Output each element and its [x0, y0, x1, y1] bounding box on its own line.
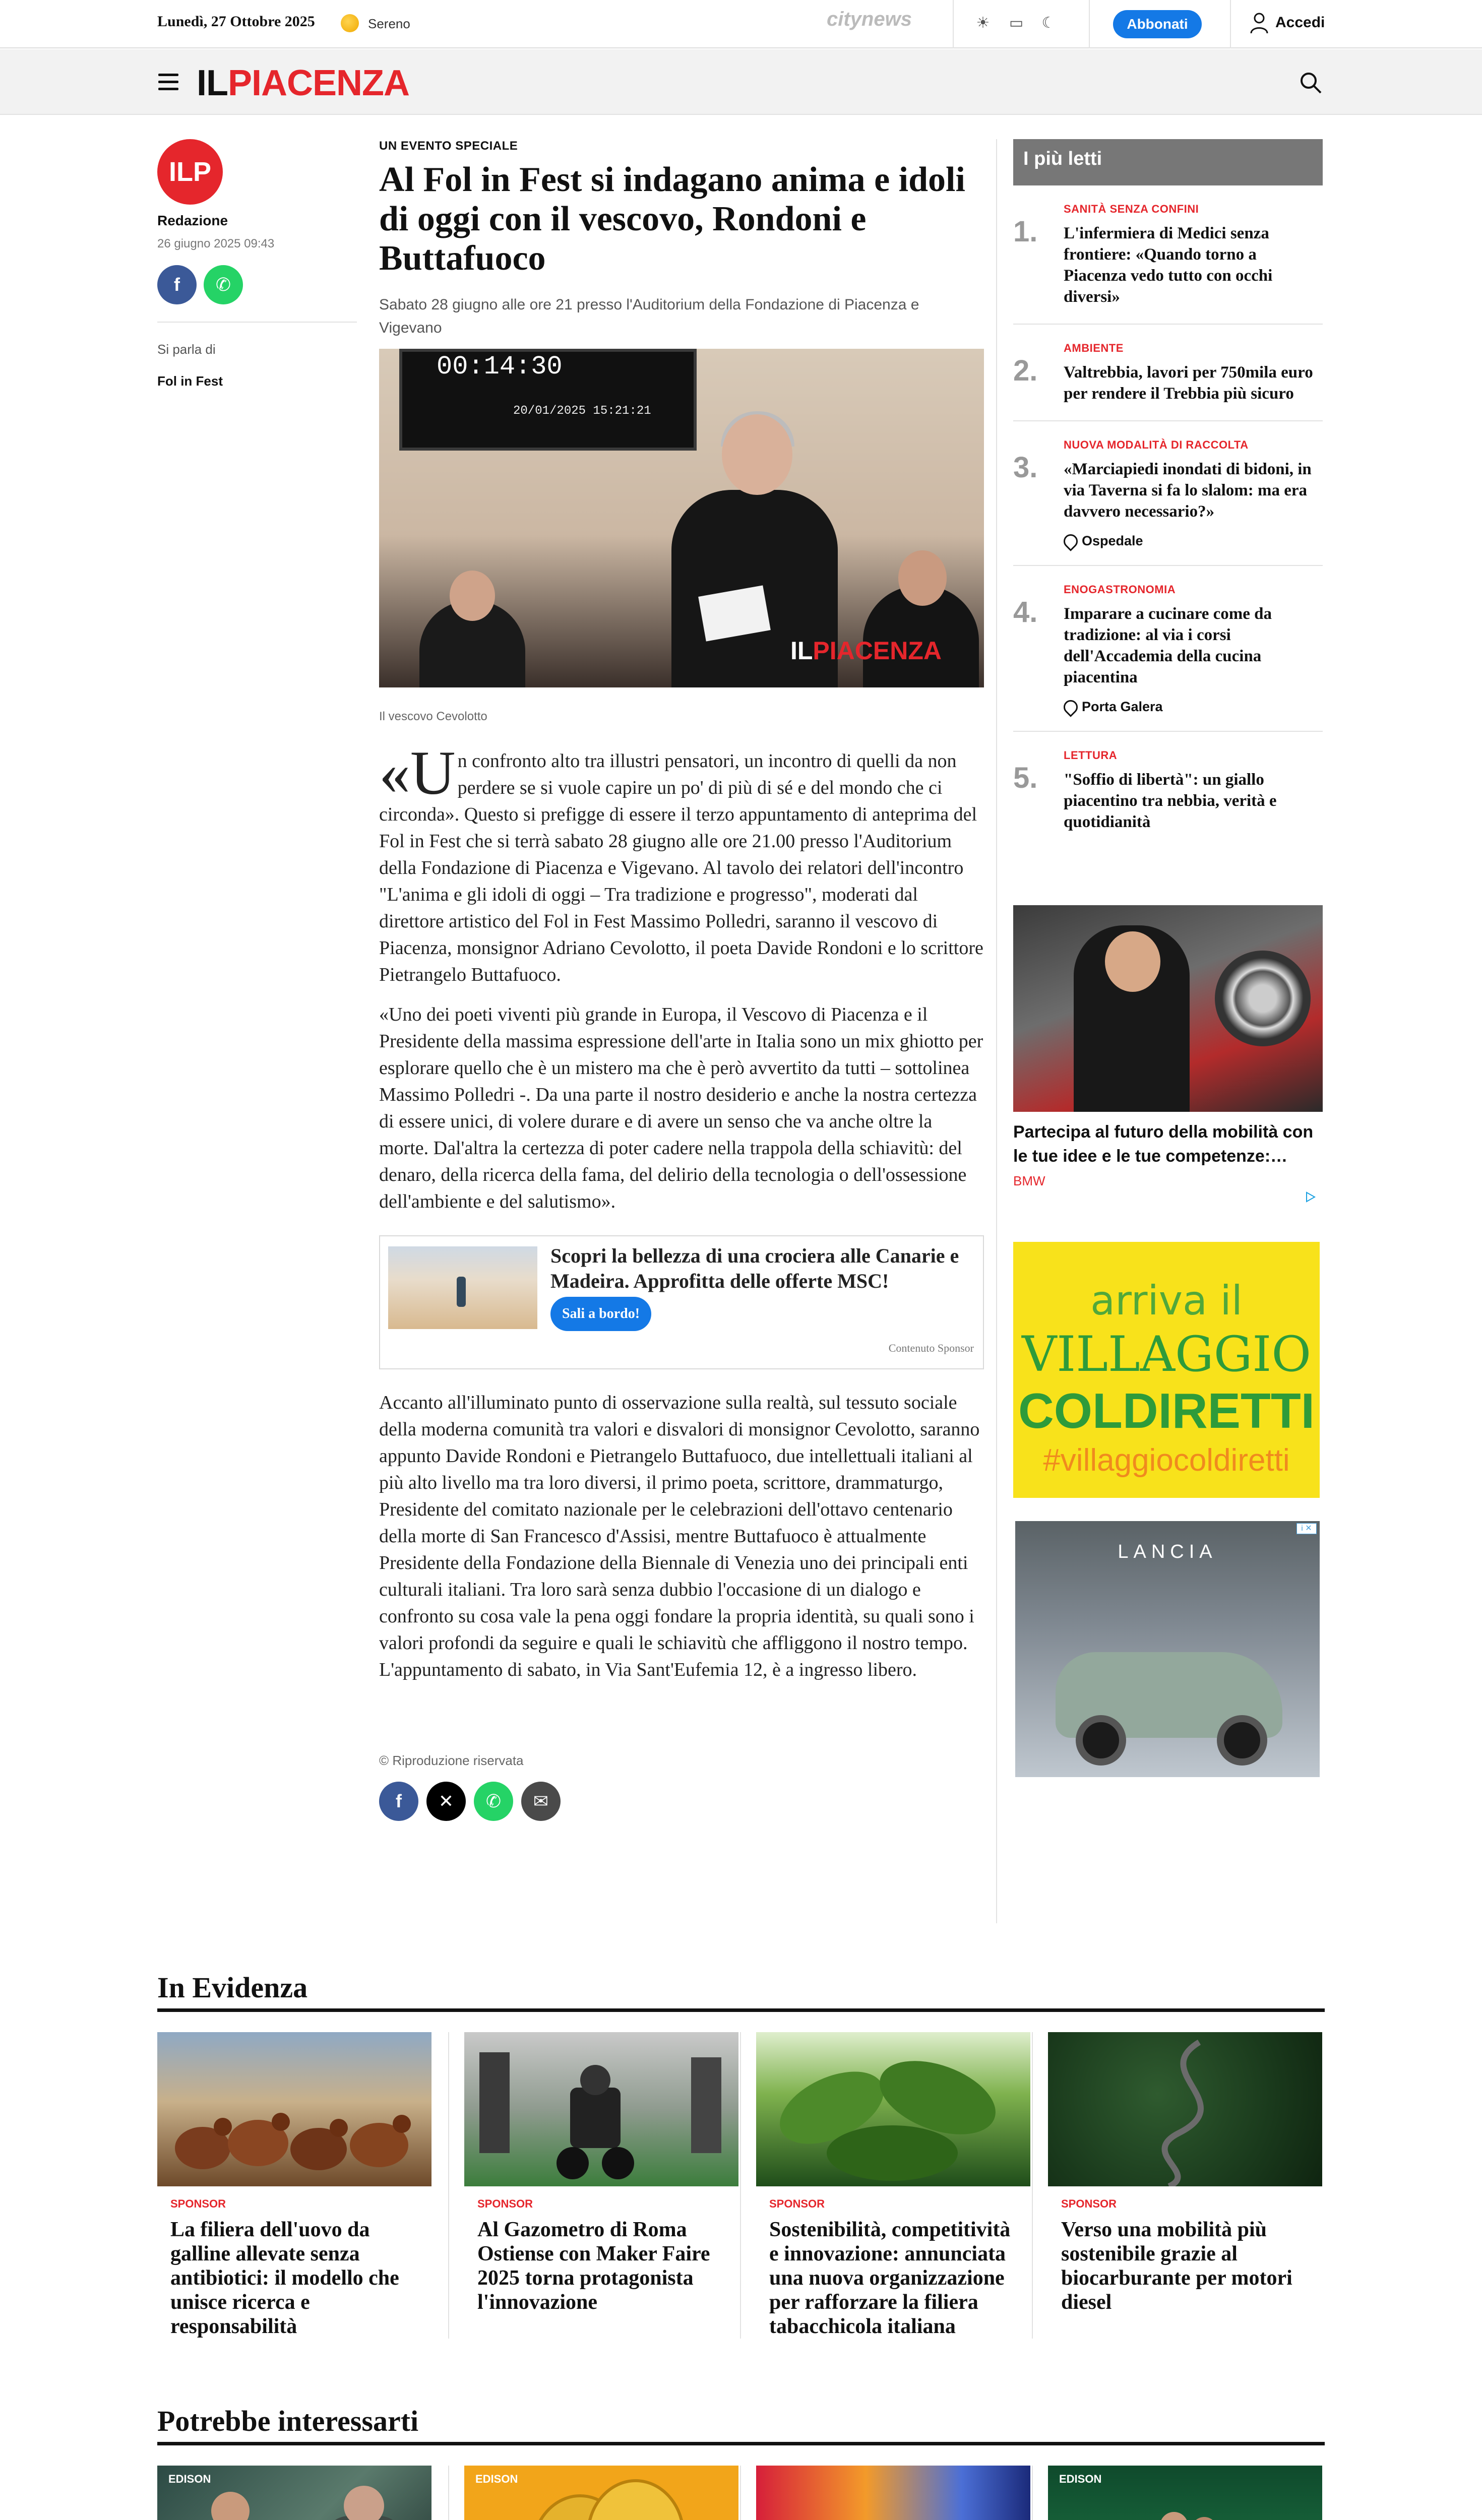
location-label: Ospedale	[1082, 533, 1143, 548]
item-location[interactable]	[1064, 699, 1323, 715]
image-caption: Il vescovo Cevolotto	[379, 710, 487, 723]
site-logo[interactable]	[197, 62, 409, 104]
in-evidenza-section	[157, 1971, 1325, 2339]
card-category: SPONSOR	[1061, 2197, 1117, 2210]
interessarti-card[interactable]	[449, 2466, 741, 2520]
interessarti-card[interactable]	[157, 2466, 449, 2520]
divider	[1089, 0, 1090, 48]
bmw-ad-brand: BMW	[1013, 1173, 1045, 1188]
sun-icon	[341, 14, 359, 32]
clock-date: 20/01/2025 15:21:21	[513, 404, 651, 418]
author-name[interactable]: Redazione	[157, 213, 228, 228]
x-share-icon[interactable]: ✕	[426, 1782, 466, 1821]
topics-label: Si parla di	[157, 342, 216, 357]
most-read-item[interactable]	[1013, 185, 1323, 325]
paragraph-text: n confronto alto tra illustri pensatori, un incontro di quelli da non perdere se si vuole capire un po' di più di sé e del mondo che ci circonda». Questo si prefigge di essere il terzo appuntamento di anteprima del Fol in Fest che si terrà sabato 28 giugno alle ore 21.00 presso l'Auditorium della Fondazione di Piacenza e Vigevano. Al tavolo dei relatori dell'incontro "L'anima e gli idoli di oggi – Tra tradizione e progresso", moderati dal direttore artistico del Fol in Fest Massimo Polledri, saranno il vescovo di Piacenza, monsignor Adriano Cevolotto, il poeta Davide Rondoni e lo scrittore Pietrangelo Buttafuoco.	[379, 750, 983, 985]
edison-logo: EDISON	[475, 2473, 518, 2485]
menu-icon[interactable]	[158, 74, 178, 91]
logo-city: PIACENZA	[227, 63, 409, 103]
lancia-ad[interactable]	[1015, 1521, 1320, 1777]
item-title[interactable]: L'infermiera di Medici senza frontiere: «Quando torno a Piacenza vedo tutto con occhi diversi»	[1064, 224, 1273, 306]
rank-number: 5.	[1013, 762, 1038, 794]
adchoices-icon[interactable]: i ✕	[1296, 1523, 1317, 1534]
user-icon[interactable]	[1249, 12, 1269, 34]
card-image[interactable]	[1048, 2466, 1322, 2520]
evidenza-card[interactable]	[449, 2032, 741, 2339]
coldiretti-ad[interactable]	[1013, 1242, 1320, 1498]
ad-line: VILLAGGIO	[1021, 1326, 1312, 1382]
card-title[interactable]: Verso una mobilità più sostenibile grazie al biocarburante per motori diesel	[1061, 2218, 1292, 2314]
top-bar	[0, 0, 1482, 48]
rank-number: 1.	[1013, 215, 1038, 248]
clock-screen	[399, 349, 697, 451]
card-image[interactable]	[1048, 2032, 1322, 2186]
article	[379, 139, 984, 1821]
divider	[953, 0, 954, 48]
email-share-icon[interactable]: ✉	[521, 1782, 561, 1821]
sponsor-cta-button[interactable]: Sali a bordo!	[550, 1297, 651, 1331]
item-title[interactable]: "Soffio di libertà": un giallo piacentino tra nebbia, verità e quotidianità	[1064, 771, 1277, 831]
card-image[interactable]	[464, 2466, 738, 2520]
author-column	[157, 139, 357, 389]
adchoices-icon[interactable]	[1305, 1191, 1316, 1203]
copyright-notice: © Riproduzione riservata	[379, 1753, 524, 1768]
divider	[157, 322, 357, 323]
subscribe-button[interactable]: Abbonati	[1113, 10, 1202, 38]
section-title: In Evidenza	[157, 1971, 1325, 2012]
most-read-item[interactable]	[1013, 421, 1323, 566]
rank-number: 3.	[1013, 451, 1038, 484]
image-watermark: ILPIACENZA	[790, 637, 942, 665]
item-category: ENOGASTRONOMIA	[1064, 583, 1176, 596]
item-category: AMBIENTE	[1064, 342, 1124, 354]
bmw-ad-image[interactable]	[1013, 905, 1323, 1112]
divider	[1230, 0, 1231, 48]
ad-line: COLDIRETTI	[1018, 1383, 1315, 1438]
card-category: SPONSOR	[477, 2197, 533, 2210]
evidenza-card[interactable]	[1033, 2032, 1325, 2339]
weather-label: Sereno	[368, 16, 410, 31]
item-category: LETTURA	[1064, 749, 1118, 762]
sponsor-title[interactable]: Scopri la bellezza di una crociera alle Canarie e Madeira. Approfitta delle offerte MSC!	[550, 1244, 959, 1292]
paragraph: Accanto all'illuminato punto di osservazione sulla realtà, sul tessuto sociale della moderna comunità tra valori e disvalori di monsignor Cevolotto, saranno appunto Davide Rondoni e Pietrangelo Buttafuoco, due intellettuali italiani al più alto livello ma tra loro diversi, il primo poeta, scrittore, drammaturgo, Presidente del comitato nazionale per le celebrazioni dell'ottavo centenario della morte di San Francesco d'Assisi, mentre Buttafuoco è attualmente Presidente della Fondazione della Biennale di Venezia uno dei principali enti culturali italiani. Tra loro sarà senza dubbio l'occasione di un dialogo e confronto su cosa vale la pena oggi fondare la propria identità, su quali sono i valori profondi da seguire e quali le schiavitù che affliggono il nostro tempo. L'appuntamento di sabato, in Via Sant'Eufemia 12, è a ingresso libero.	[379, 1392, 980, 1680]
search-icon[interactable]	[1299, 71, 1323, 95]
card-image[interactable]	[756, 2466, 1030, 2520]
main-nav	[0, 49, 1482, 115]
item-location[interactable]	[1064, 533, 1323, 549]
hero-image[interactable]	[379, 349, 984, 687]
item-title[interactable]: «Marciapiedi inondati di bidoni, in via Taverna si fa lo slalom: ma era davvero necessario?»	[1064, 460, 1312, 521]
article-body	[379, 738, 984, 1683]
evidenza-card[interactable]	[157, 2032, 449, 2339]
whatsapp-share-icon[interactable]: ✆	[204, 265, 243, 304]
most-read-item[interactable]	[1013, 566, 1323, 732]
lancia-logo: LANCIA	[1118, 1541, 1217, 1562]
card-image[interactable]	[157, 2466, 431, 2520]
citynews-logo[interactable]: citynews	[827, 8, 912, 30]
card-title[interactable]: Sostenibilità, competitività e innovazione: annunciata una nuova organizzazione per rafforzare la filiera tabacchicola italiana	[769, 2218, 1011, 2338]
drop-cap: «U	[379, 738, 456, 807]
sponsored-content-box[interactable]	[379, 1235, 984, 1369]
dark-theme-icon[interactable]: ☾	[1041, 15, 1056, 31]
facebook-share-icon[interactable]: f	[157, 265, 197, 304]
person-figure	[419, 601, 525, 687]
edison-logo: EDISON	[1059, 2473, 1102, 2485]
potrebbe-interessarti-section	[157, 2404, 1325, 2520]
clock-time: 00:14:30	[437, 352, 563, 382]
sponsor-image	[388, 1246, 537, 1329]
card-category: SPONSOR	[170, 2197, 226, 2210]
item-title[interactable]: Valtrebbia, lavori per 750mila euro per rendere il Trebbia più sicuro	[1064, 363, 1313, 403]
bmw-ad[interactable]	[1013, 905, 1323, 1189]
article-share-buttons	[379, 1782, 984, 1821]
facebook-share-icon[interactable]: f	[379, 1782, 418, 1821]
most-read-item[interactable]	[1013, 732, 1323, 849]
ad-hashtag: #villaggiocoldiretti	[1043, 1443, 1290, 1478]
paragraph	[379, 738, 984, 988]
section-title: Potrebbe interessarti	[157, 2404, 1325, 2445]
author-share-buttons	[157, 265, 357, 304]
ad-line: arriva il	[1090, 1277, 1243, 1324]
card-image[interactable]	[756, 2032, 1030, 2186]
card-title[interactable]: La filiera dell'uovo da galline allevate senza antibiotici: il modello che unisce ricerca e responsabilità	[170, 2218, 399, 2338]
sponsor-label: Contenuto Sponsor	[888, 1342, 974, 1354]
article-lead: Sabato 28 giugno alle ore 21 presso l'Auditorium della Fondazione di Piacenza e Vigevano	[379, 296, 919, 336]
publish-date: 26 giugno 2025 09:43	[157, 237, 275, 250]
location-pin-icon	[1061, 697, 1081, 717]
most-read-item[interactable]	[1013, 325, 1323, 421]
whatsapp-share-icon[interactable]: ✆	[474, 1782, 513, 1821]
paragraph: «Uno dei poeti viventi più grande in Europa, il Vescovo di Piacenza e il Presidente della massima espressione dell'arte in Italia sono un mix ghiotto per esplorare quello che è un mistero ma che è però avvertito da tutti – sottolinea Massimo Polledri -. Da una parte il nostro desiderio e anche la nostra certezza di essere unici, di volere durare e di avere un senso che va anche oltre la morte. Dal'altra la certezza di poter cadere nella trappola della schiavitù: del denaro, della ricerca della fama, del delirio della tecnologia o dell'ossessione dell'ambiente e del salutismo».	[379, 1004, 983, 1212]
location-label: Porta Galera	[1082, 699, 1163, 714]
rank-number: 2.	[1013, 354, 1038, 387]
location-pin-icon	[1061, 531, 1081, 551]
light-theme-icon[interactable]: ☀	[976, 15, 990, 31]
article-kicker: UN EVENTO SPECIALE	[379, 139, 518, 153]
card-category: SPONSOR	[769, 2197, 825, 2210]
item-category: NUOVA MODALITÀ DI RACCOLTA	[1064, 438, 1249, 451]
edison-logo: EDISON	[168, 2473, 211, 2485]
rank-number: 4.	[1013, 596, 1038, 628]
current-date: Lunedì, 27 Ottobre 2025	[157, 13, 315, 30]
article-title: Al Fol in Fest si indagano anima e idoli di oggi con il vescovo, Rondoni e Buttafuoco	[379, 160, 965, 278]
most-read-title: I più letti	[1013, 139, 1323, 185]
bmw-ad-title[interactable]: Partecipa al futuro della mobilità con le tue idee e le tue competenze:…	[1013, 1122, 1314, 1166]
logo-il: IL	[197, 63, 228, 103]
interessarti-card[interactable]	[1033, 2466, 1325, 2520]
item-title[interactable]: Imparare a cucinare come da tradizione: al via i corsi dell'Accademia della cucina piacentina	[1064, 605, 1272, 686]
evidenza-card[interactable]	[741, 2032, 1033, 2339]
most-read-sidebar	[1013, 139, 1323, 849]
card-image[interactable]	[157, 2032, 431, 2186]
interessarti-card[interactable]	[741, 2466, 1033, 2520]
author-avatar[interactable]: ILP	[157, 139, 223, 205]
column-divider	[996, 139, 997, 1923]
topic-tag[interactable]: Fol in Fest	[157, 373, 223, 389]
card-title[interactable]: Al Gazometro di Roma Ostiense con Maker Faire 2025 torna protagonista l'innovazione	[477, 2218, 710, 2314]
item-category: SANITÀ SENZA CONFINI	[1064, 203, 1199, 215]
card-image[interactable]	[464, 2032, 738, 2186]
login-link[interactable]: Accedi	[1275, 14, 1325, 31]
system-theme-icon[interactable]: ▭	[1009, 15, 1024, 31]
